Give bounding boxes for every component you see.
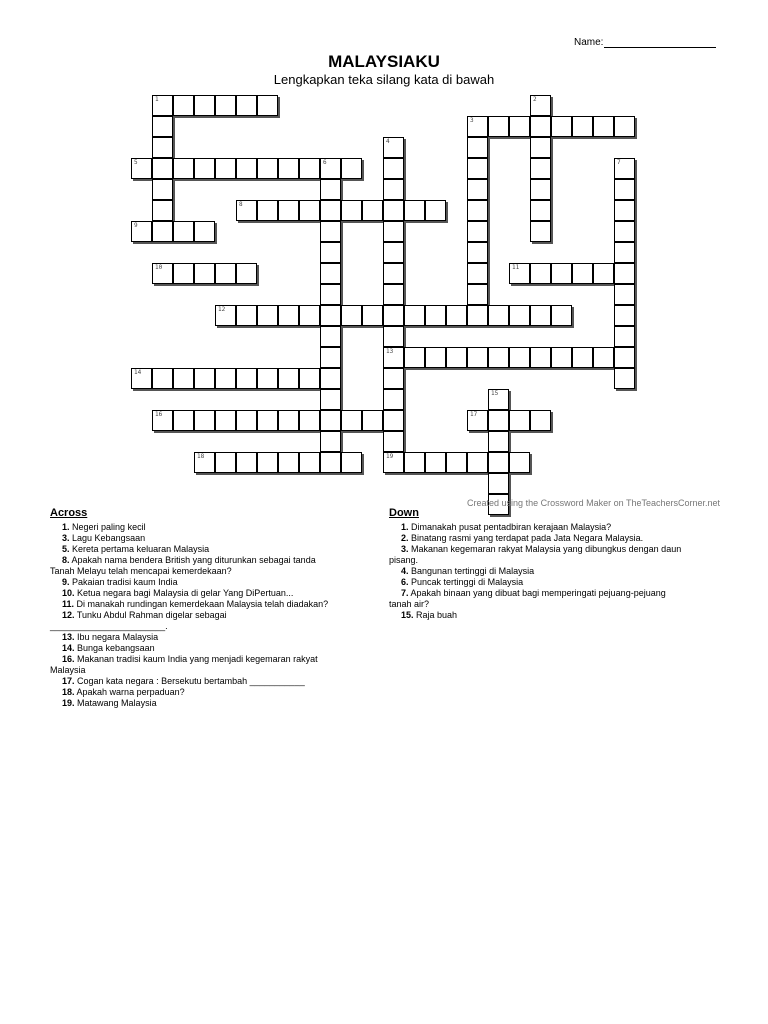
- grid-cell[interactable]: [572, 347, 593, 368]
- grid-cell[interactable]: [299, 158, 320, 179]
- grid-cell[interactable]: [383, 389, 404, 410]
- across-clue: [62, 687, 370, 698]
- grid-cell[interactable]: [446, 347, 467, 368]
- grid-cell[interactable]: [320, 200, 341, 221]
- grid-cell[interactable]: [404, 200, 425, 221]
- grid-cell[interactable]: [236, 158, 257, 179]
- clue-number: 12.: [62, 610, 75, 620]
- grid-cell[interactable]: [614, 326, 635, 347]
- grid-cell[interactable]: [446, 305, 467, 326]
- down-clue: [401, 577, 719, 588]
- clue-text: Makanan kegemaran rakyat Malaysia yang dibungkus dengan daun: [411, 544, 682, 554]
- grid-cell[interactable]: [572, 263, 593, 284]
- grid-cell[interactable]: [467, 158, 488, 179]
- cell-number: 12: [218, 306, 226, 313]
- grid-cell[interactable]: [362, 200, 383, 221]
- grid-cell[interactable]: [530, 221, 551, 242]
- credit-text: Created using the Crossword Maker on TheTeachersCorner.net: [467, 498, 720, 508]
- down-clue: [401, 610, 719, 621]
- grid-cell[interactable]: [257, 200, 278, 221]
- name-blank[interactable]: [604, 37, 716, 48]
- cell-number: 19: [386, 453, 394, 460]
- grid-cell[interactable]: [320, 242, 341, 263]
- down-heading: Down: [389, 507, 419, 519]
- clue-number: 8.: [62, 555, 70, 565]
- grid-cell[interactable]: [320, 368, 341, 389]
- across-clues: [50, 508, 370, 709]
- cell-number: 10: [155, 264, 163, 271]
- grid-cell[interactable]: [194, 263, 215, 284]
- grid-cell[interactable]: [257, 95, 278, 116]
- grid-cell[interactable]: [320, 284, 341, 305]
- clue-text: Ibu negara Malaysia: [77, 632, 159, 642]
- grid-cell[interactable]: [467, 200, 488, 221]
- grid-cell[interactable]: [341, 158, 362, 179]
- grid-cell[interactable]: [488, 347, 509, 368]
- clue-number: 1.: [62, 522, 70, 532]
- grid-cell[interactable]: [383, 158, 404, 179]
- clue-number: 18.: [62, 687, 75, 697]
- grid-cell[interactable]: [152, 95, 173, 116]
- grid-cell[interactable]: [509, 305, 530, 326]
- grid-cell[interactable]: [152, 221, 173, 242]
- grid-cell[interactable]: [299, 368, 320, 389]
- across-clue: [62, 643, 370, 654]
- grid-cell[interactable]: [341, 305, 362, 326]
- across-clue: [62, 544, 370, 555]
- grid-cell[interactable]: [404, 305, 425, 326]
- grid-cell[interactable]: [530, 263, 551, 284]
- clue-text: Tunku Abdul Rahman digelar sebagai: [76, 610, 227, 620]
- grid-cell[interactable]: [341, 452, 362, 473]
- clue-number: 13.: [62, 632, 75, 642]
- grid-cell[interactable]: [488, 116, 509, 137]
- grid-cell[interactable]: [215, 158, 236, 179]
- grid-cell[interactable]: [194, 410, 215, 431]
- grid-cell[interactable]: [341, 200, 362, 221]
- grid-cell[interactable]: [530, 95, 551, 116]
- grid-cell[interactable]: [467, 347, 488, 368]
- clue-number: 15.: [401, 610, 414, 620]
- clue-text: Apakah warna perpaduan?: [76, 687, 185, 697]
- clue-text: Di manakah rundingan kemerdekaan Malaysia telah diadakan?: [76, 599, 329, 609]
- clue-number: 17.: [62, 676, 75, 686]
- grid-cell[interactable]: [194, 95, 215, 116]
- clue-text: Lagu Kebangsaan: [72, 533, 146, 543]
- across-clue: [62, 632, 370, 643]
- cell-number: 17: [470, 411, 478, 418]
- clue-number: 2.: [401, 533, 409, 543]
- grid-cell[interactable]: [383, 221, 404, 242]
- grid-cell[interactable]: [131, 158, 152, 179]
- grid-cell[interactable]: [467, 452, 488, 473]
- grid-cell[interactable]: [236, 95, 257, 116]
- grid-cell[interactable]: [257, 368, 278, 389]
- clue-text: Apakah binaan yang dibuat bagi memperingati pejuang-pejuang: [410, 588, 666, 598]
- grid-cell[interactable]: [236, 452, 257, 473]
- grid-cell[interactable]: [383, 452, 404, 473]
- grid-cell[interactable]: [614, 179, 635, 200]
- grid-cell[interactable]: [488, 452, 509, 473]
- grid-cell[interactable]: [614, 116, 635, 137]
- grid-cell[interactable]: [278, 200, 299, 221]
- clue-text: Raja buah: [416, 610, 458, 620]
- grid-cell[interactable]: [257, 305, 278, 326]
- grid-cell[interactable]: [593, 116, 614, 137]
- across-clue: [62, 577, 370, 588]
- grid-cell[interactable]: [488, 473, 509, 494]
- clue-number: 4.: [401, 566, 409, 576]
- grid-cell[interactable]: [320, 410, 341, 431]
- across-clue: [62, 555, 370, 566]
- grid-cell[interactable]: [614, 347, 635, 368]
- down-clue: [401, 566, 719, 577]
- page-subtitle: Lengkapkan teka silang kata di bawah: [273, 72, 495, 87]
- grid-cell[interactable]: [152, 200, 173, 221]
- clue-number: 6.: [401, 577, 409, 587]
- grid-cell[interactable]: [152, 158, 173, 179]
- grid-cell[interactable]: [383, 326, 404, 347]
- grid-cell[interactable]: [614, 221, 635, 242]
- grid-cell[interactable]: [173, 221, 194, 242]
- grid-cell[interactable]: [530, 200, 551, 221]
- grid-cell[interactable]: [530, 116, 551, 137]
- clue-text-continued: tanah air?: [389, 599, 430, 609]
- cell-number: 14: [134, 369, 142, 376]
- grid-cell[interactable]: [257, 158, 278, 179]
- grid-cell[interactable]: [299, 200, 320, 221]
- grid-cell[interactable]: [383, 431, 404, 452]
- grid-cell[interactable]: [152, 137, 173, 158]
- grid-cell[interactable]: [278, 305, 299, 326]
- grid-cell[interactable]: [194, 158, 215, 179]
- clue-text: Matawang Malaysia: [77, 698, 157, 708]
- down-clue: [401, 533, 719, 544]
- clue-text: Apakah nama bendera British yang diturunkan sebagai tanda: [71, 555, 316, 565]
- grid-cell[interactable]: [614, 368, 635, 389]
- grid-cell[interactable]: [383, 179, 404, 200]
- grid-cell[interactable]: [131, 368, 152, 389]
- grid-cell[interactable]: [320, 263, 341, 284]
- grid-cell[interactable]: [530, 158, 551, 179]
- clue-number: 10.: [62, 588, 75, 598]
- grid-cell[interactable]: [446, 452, 467, 473]
- grid-cell[interactable]: [152, 116, 173, 137]
- grid-cell[interactable]: [593, 263, 614, 284]
- name-field: [574, 37, 716, 48]
- across-clue: [62, 676, 370, 687]
- clue-text-continued: _______________________.: [50, 621, 168, 631]
- grid-cell[interactable]: [236, 368, 257, 389]
- grid-cell[interactable]: [614, 263, 635, 284]
- clue-number: 5.: [62, 544, 70, 554]
- clue-number: 16.: [62, 654, 75, 664]
- grid-cell[interactable]: [467, 263, 488, 284]
- grid-cell[interactable]: [194, 368, 215, 389]
- across-heading: Across: [50, 507, 88, 519]
- grid-cell[interactable]: [257, 452, 278, 473]
- grid-cell[interactable]: [362, 305, 383, 326]
- grid-cell[interactable]: [593, 347, 614, 368]
- grid-cell[interactable]: [467, 179, 488, 200]
- grid-cell[interactable]: [488, 410, 509, 431]
- grid-cell[interactable]: [467, 116, 488, 137]
- down-clue: [401, 522, 719, 533]
- grid-cell[interactable]: [194, 452, 215, 473]
- grid-cell[interactable]: [320, 326, 341, 347]
- cell-number: 7: [617, 159, 621, 166]
- cell-number: 5: [134, 159, 138, 166]
- clue-text: Bangunan tertinggi di Malaysia: [411, 566, 535, 576]
- grid-cell[interactable]: [236, 200, 257, 221]
- grid-cell[interactable]: [614, 200, 635, 221]
- grid-cell[interactable]: [467, 410, 488, 431]
- across-clue: [62, 588, 370, 599]
- clue-number: 7.: [401, 588, 409, 598]
- across-clue: [62, 654, 370, 665]
- grid-cell[interactable]: [467, 221, 488, 242]
- clue-text: Makanan tradisi kaum India yang menjadi kegemaran rakyat: [77, 654, 318, 664]
- grid-cell[interactable]: [383, 368, 404, 389]
- grid-cell[interactable]: [341, 410, 362, 431]
- clue-text: Ketua negara bagi Malaysia di gelar Yang DiPertuan...: [77, 588, 294, 598]
- across-clue: [62, 698, 370, 709]
- grid-cell[interactable]: [614, 305, 635, 326]
- grid-cell[interactable]: [152, 368, 173, 389]
- clue-number: 9.: [62, 577, 70, 587]
- grid-cell[interactable]: [383, 410, 404, 431]
- clue-text: Negeri paling kecil: [72, 522, 146, 532]
- cell-number: 18: [197, 453, 205, 460]
- grid-cell[interactable]: [383, 242, 404, 263]
- cell-number: 3: [470, 117, 474, 124]
- clue-text: Binatang rasmi yang terdapat pada Jata Negara Malaysia.: [411, 533, 644, 543]
- across-clue: [62, 522, 370, 533]
- grid-cell[interactable]: [488, 305, 509, 326]
- down-clue: [401, 588, 719, 599]
- across-clue: [62, 610, 370, 621]
- grid-cell[interactable]: [530, 305, 551, 326]
- grid-cell[interactable]: [215, 452, 236, 473]
- grid-cell[interactable]: [320, 347, 341, 368]
- grid-cell[interactable]: [383, 347, 404, 368]
- grid-cell[interactable]: [320, 389, 341, 410]
- grid-cell[interactable]: [362, 410, 383, 431]
- cell-number: 16: [155, 411, 163, 418]
- clue-text: Pakaian tradisi kaum India: [72, 577, 178, 587]
- grid-cell[interactable]: [530, 137, 551, 158]
- clue-text: Dimanakah pusat pentadbiran kerajaan Malaysia?: [411, 522, 612, 532]
- grid-cell[interactable]: [467, 284, 488, 305]
- grid-cell[interactable]: [131, 221, 152, 242]
- cell-number: 13: [386, 348, 394, 355]
- grid-cell[interactable]: [320, 179, 341, 200]
- clue-number: 19.: [62, 698, 75, 708]
- grid-cell[interactable]: [425, 347, 446, 368]
- clue-text-continued: Tanah Melayu telah mencapai kemerdekaan?: [50, 566, 232, 576]
- cell-number: 1: [155, 96, 159, 103]
- grid-cell[interactable]: [383, 263, 404, 284]
- grid-cell[interactable]: [467, 305, 488, 326]
- cell-number: 8: [239, 201, 243, 208]
- grid-cell[interactable]: [173, 368, 194, 389]
- name-label: Name:: [574, 37, 604, 48]
- clue-text-continued: Malaysia: [50, 665, 86, 675]
- grid-cell[interactable]: [551, 305, 572, 326]
- grid-cell[interactable]: [404, 452, 425, 473]
- grid-cell[interactable]: [509, 410, 530, 431]
- clue-text: Cogan kata negara : Bersekutu bertambah ___________: [77, 676, 305, 686]
- cell-number: 9: [134, 222, 138, 229]
- grid-cell[interactable]: [278, 368, 299, 389]
- grid-cell[interactable]: [551, 347, 572, 368]
- cell-number: 4: [386, 138, 390, 145]
- grid-cell[interactable]: [173, 263, 194, 284]
- grid-cell[interactable]: [215, 305, 236, 326]
- grid-cell[interactable]: [425, 452, 446, 473]
- grid-cell[interactable]: [320, 431, 341, 452]
- grid-cell[interactable]: [236, 305, 257, 326]
- grid-cell[interactable]: [383, 137, 404, 158]
- grid-cell[interactable]: [509, 452, 530, 473]
- grid-cell[interactable]: [215, 263, 236, 284]
- grid-cell[interactable]: [467, 242, 488, 263]
- grid-cell[interactable]: [551, 116, 572, 137]
- grid-cell[interactable]: [509, 347, 530, 368]
- grid-cell[interactable]: [320, 158, 341, 179]
- grid-cell[interactable]: [383, 200, 404, 221]
- clue-text: Kereta pertama keluaran Malaysia: [72, 544, 210, 554]
- grid-cell[interactable]: [425, 305, 446, 326]
- grid-cell[interactable]: [152, 410, 173, 431]
- clue-text: Bunga kebangsaan: [77, 643, 155, 653]
- grid-cell[interactable]: [278, 452, 299, 473]
- page-title: MALAYSIAKU: [328, 52, 440, 71]
- grid-cell[interactable]: [614, 284, 635, 305]
- grid-cell[interactable]: [278, 158, 299, 179]
- grid-cell[interactable]: [257, 410, 278, 431]
- grid-cell[interactable]: [320, 221, 341, 242]
- cell-number: 11: [512, 264, 520, 271]
- grid-cell[interactable]: [551, 263, 572, 284]
- grid-cell[interactable]: [425, 200, 446, 221]
- grid-cell[interactable]: [488, 389, 509, 410]
- grid-cell[interactable]: [173, 410, 194, 431]
- grid-cell[interactable]: [173, 158, 194, 179]
- grid-cell[interactable]: [194, 221, 215, 242]
- grid-cell[interactable]: [572, 116, 593, 137]
- grid-cell[interactable]: [236, 410, 257, 431]
- clue-number: 11.: [62, 599, 75, 609]
- grid-cell[interactable]: [215, 95, 236, 116]
- clue-text: Puncak tertinggi di Malaysia: [411, 577, 524, 587]
- clue-number: 3.: [401, 544, 409, 554]
- grid-cell[interactable]: [509, 263, 530, 284]
- down-clue: [401, 544, 719, 555]
- grid-cell[interactable]: [614, 158, 635, 179]
- grid-cell[interactable]: [404, 347, 425, 368]
- cell-number: 2: [533, 96, 537, 103]
- grid-cell[interactable]: [152, 263, 173, 284]
- grid-cell[interactable]: [173, 95, 194, 116]
- across-clue: [62, 533, 370, 544]
- clue-text-continued: pisang.: [389, 555, 419, 565]
- grid-cell[interactable]: [488, 431, 509, 452]
- grid-cell[interactable]: [215, 368, 236, 389]
- clue-number: 1.: [401, 522, 409, 532]
- down-clues: [389, 508, 719, 621]
- cell-number: 15: [491, 390, 499, 397]
- grid-cell[interactable]: [215, 410, 236, 431]
- grid-cell[interactable]: [383, 305, 404, 326]
- grid-cell[interactable]: [383, 284, 404, 305]
- grid-cell[interactable]: [152, 179, 173, 200]
- grid-cell[interactable]: [278, 410, 299, 431]
- grid-cell[interactable]: [299, 305, 320, 326]
- across-clue: [62, 599, 370, 610]
- grid-cell[interactable]: [299, 452, 320, 473]
- grid-cell[interactable]: [530, 347, 551, 368]
- grid-cell[interactable]: [614, 242, 635, 263]
- grid-cell[interactable]: [530, 179, 551, 200]
- cell-number: 6: [323, 159, 327, 166]
- grid-cell[interactable]: [467, 137, 488, 158]
- grid-cell[interactable]: [530, 410, 551, 431]
- clue-number: 14.: [62, 643, 75, 653]
- clue-number: 3.: [62, 533, 70, 543]
- grid-cell[interactable]: [236, 263, 257, 284]
- grid-cell[interactable]: [299, 410, 320, 431]
- grid-cell[interactable]: [320, 452, 341, 473]
- grid-cell[interactable]: [509, 116, 530, 137]
- grid-cell[interactable]: [320, 305, 341, 326]
